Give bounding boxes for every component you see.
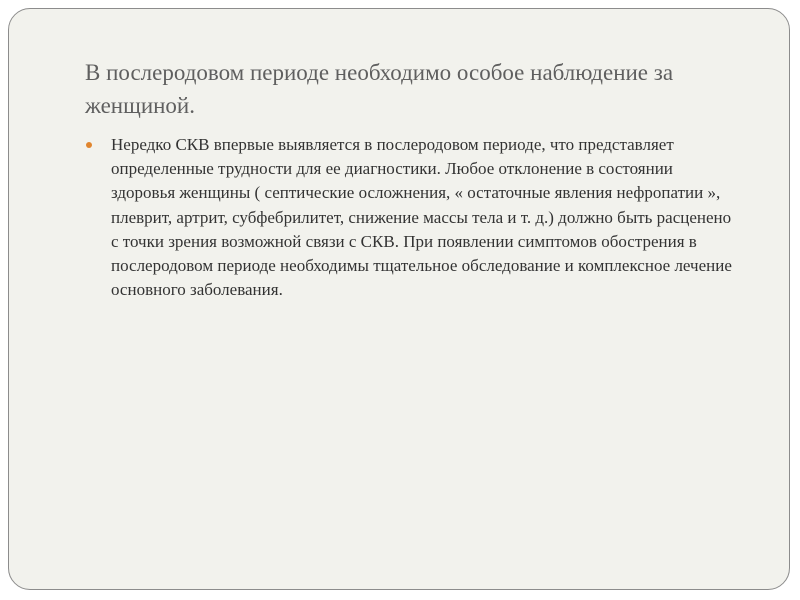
- bullet-marker: [85, 133, 111, 148]
- slide-title: В послеродовом периоде необходимо особое наблюдение за женщиной.: [85, 60, 674, 118]
- bullet-item: [85, 133, 735, 302]
- bullet-text: Нередко СКВ впервые выявляется в послеродовом периоде, что представляет определенные трудности для ее диагностики. Любое отклонение в состоянии здоровья женщины ( септические осложнения, « остаточные явления нефропатии », плеврит, артрит, субфебрилитет, снижение массы тела и т. д.) должно быть расценено с точки зрения возможной связи с СКВ. При появлении симптомов обострения в послеродовом периоде необходимы тщательное обследование и комплексное лечение основного заболевания.: [111, 135, 732, 300]
- slide-body: [85, 133, 735, 302]
- bullet-dot-icon: [86, 142, 92, 148]
